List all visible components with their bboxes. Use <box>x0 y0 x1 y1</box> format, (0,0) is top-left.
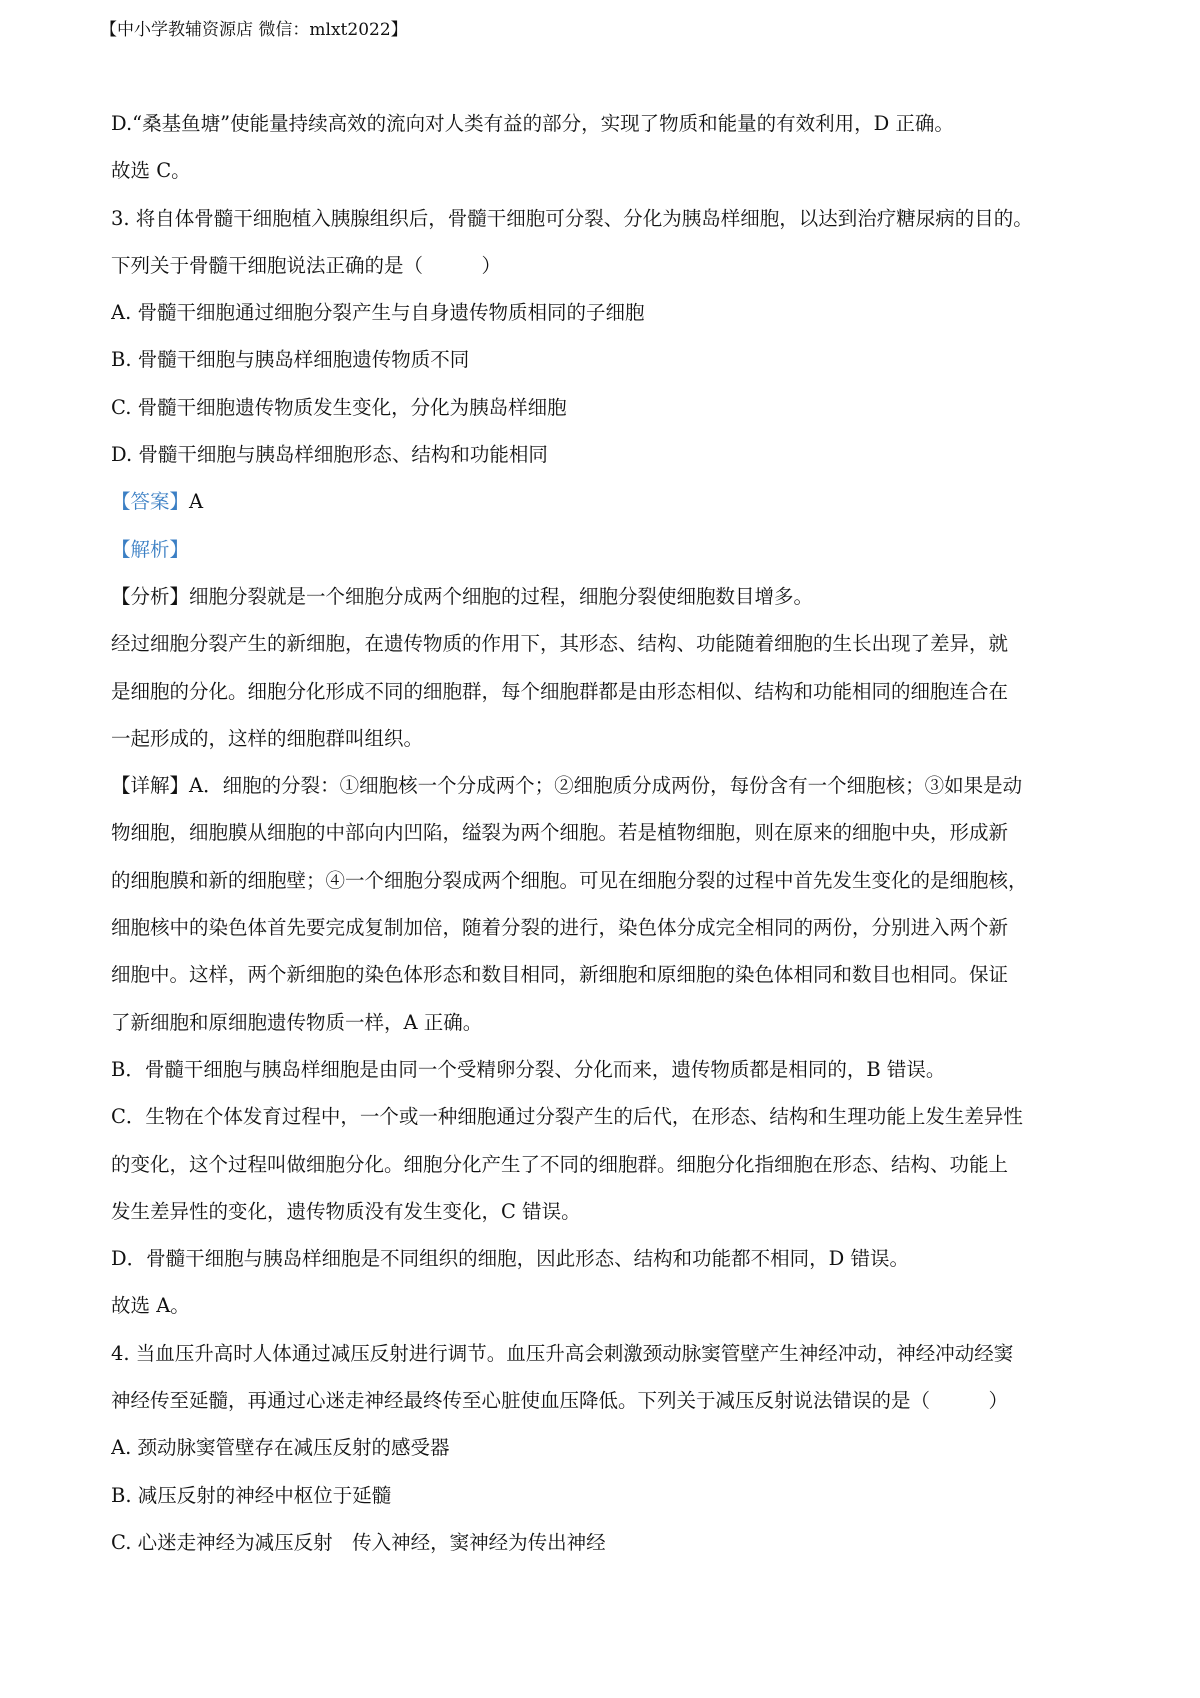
text-line <box>111 289 1101 336</box>
text-line <box>111 668 1101 715</box>
line-text: 故选 C。 <box>111 159 191 183</box>
text-line <box>111 715 1101 762</box>
text-line <box>111 1188 1101 1235</box>
text-line <box>111 1330 1101 1377</box>
line-text: A. 骨髓干细胞通过细胞分裂产生与自身遗传物质相同的子细胞 <box>111 301 645 325</box>
text-line <box>111 195 1101 242</box>
text-line <box>111 1424 1101 1471</box>
text-line <box>111 951 1101 998</box>
text-line <box>111 1472 1101 1519</box>
line-text: 【详解】A．细胞的分裂：①细胞核一个分成两个；②细胞质分成两份，每份含有一个细胞核；③如果是动 <box>111 774 1023 798</box>
line-text: D.“桑基鱼塘”使能量持续高效的流向对人类有益的部分，实现了物质和能量的有效利用，D 正确。 <box>111 112 954 135</box>
line-text: 3. 将自体骨髓干细胞植入胰腺组织后，骨髓干细胞可分裂、分化为胰岛样细胞，以达到治疗糖尿病的目的。 <box>111 206 1033 230</box>
section-tag: 【解析】 <box>111 537 190 561</box>
line-text: A. 颈动脉窦管壁存在减压反射的感受器 <box>111 1436 450 1460</box>
text-line <box>111 1519 1101 1566</box>
text-line <box>111 1235 1101 1282</box>
line-text: 的变化，这个过程叫做细胞分化。细胞分化产生了不同的细胞群。细胞分化指细胞在形态、结构、功能上 <box>111 1152 1009 1176</box>
line-text: 一起形成的，这样的细胞群叫组织。 <box>111 726 424 750</box>
text-line <box>111 620 1101 667</box>
text-line <box>111 857 1101 904</box>
line-text: B．骨髓干细胞与胰岛样细胞是由同一个受精卵分裂、分化而来，遗传物质都是相同的，B 错误。 <box>111 1057 946 1081</box>
line-text: 细胞中。这样，两个新细胞的染色体形态和数目相同，新细胞和原细胞的染色体相同和数目也相同。保证 <box>111 963 1009 987</box>
line-text: 的细胞膜和新的细胞壁；④一个细胞分裂成两个细胞。可见在细胞分裂的过程中首先发生变化的是细胞核， <box>111 868 1028 892</box>
line-text: 是细胞的分化。细胞分化形成不同的细胞群，每个细胞群都是由形态相似、结构和功能相同的细胞连合在 <box>111 679 1009 703</box>
line-text: D. 骨髓干细胞与胰岛样细胞形态、结构和功能相同 <box>111 443 548 467</box>
line-text: C. 心迷走神经为减压反射 传入神经，窦神经为传出神经 <box>111 1530 606 1554</box>
text-line <box>111 1141 1101 1188</box>
page-header: 【中小学教辅资源店 微信：mlxt2022】 <box>100 20 408 40</box>
line-text: 细胞核中的染色体首先要完成复制加倍，随着分裂的进行，染色体分成完全相同的两份，分别进入两个新 <box>111 916 1009 940</box>
line-text: C．生物在个体发育过程中，一个或一种细胞通过分裂产生的后代，在形态、结构和生理功能上发生差异性 <box>111 1105 1023 1129</box>
text-line <box>111 999 1101 1046</box>
text-line <box>111 809 1101 856</box>
line-text: A <box>189 490 204 514</box>
text-line <box>111 573 1101 620</box>
line-text: 物细胞，细胞膜从细胞的中部向内凹陷，缢裂为两个细胞。若是植物细胞，则在原来的细胞中央，形成新 <box>111 821 1009 845</box>
text-line <box>111 242 1101 289</box>
line-text: B. 骨髓干细胞与胰岛样细胞遗传物质不同 <box>111 348 470 372</box>
text-line <box>111 336 1101 383</box>
line-text: 4. 当血压升高时人体通过减压反射进行调节。血压升高会刺激颈动脉窦管壁产生神经冲动，神经冲动经窦 <box>111 1341 1014 1365</box>
line-text: 神经传至延髓，再通过心迷走神经最终传至心脏使血压降低。下列关于减压反射说法错误的是（ ） <box>111 1389 1009 1413</box>
text-line <box>111 1093 1101 1140</box>
line-text: 经过细胞分裂产生的新细胞，在遗传物质的作用下，其形态、结构、功能随着细胞的生长出现了差异，就 <box>111 632 1009 656</box>
line-text: 了新细胞和原细胞遗传物质一样，A 正确。 <box>111 1010 483 1034</box>
line-text: 故选 A。 <box>111 1294 190 1318</box>
line-text: B. 减压反射的神经中枢位于延髓 <box>111 1483 392 1507</box>
line-text: 【分析】细胞分裂就是一个细胞分成两个细胞的过程，细胞分裂使细胞数目增多。 <box>111 584 814 608</box>
text-line <box>111 904 1101 951</box>
section-tag: 【答案】 <box>111 490 190 514</box>
line-text: D．骨髓干细胞与胰岛样细胞是不同组织的细胞，因此形态、结构和功能都不相同，D 错误。 <box>111 1247 909 1271</box>
text-line <box>111 1377 1101 1424</box>
text-line <box>111 762 1101 809</box>
text-line <box>111 526 1101 573</box>
text-line <box>111 1046 1101 1093</box>
line-text: 发生差异性的变化，遗传物质没有发生变化，C 错误。 <box>111 1199 581 1223</box>
text-line <box>111 1282 1101 1329</box>
text-line <box>111 147 1101 194</box>
text-line <box>111 384 1101 431</box>
text-line <box>111 478 1101 525</box>
text-line <box>111 431 1101 478</box>
line-text: 下列关于骨髓干细胞说法正确的是（ ） <box>111 253 502 277</box>
line-text: C. 骨髓干细胞遗传物质发生变化，分化为胰岛样细胞 <box>111 395 567 419</box>
text-line <box>111 100 1101 147</box>
document-body <box>111 100 1101 1566</box>
